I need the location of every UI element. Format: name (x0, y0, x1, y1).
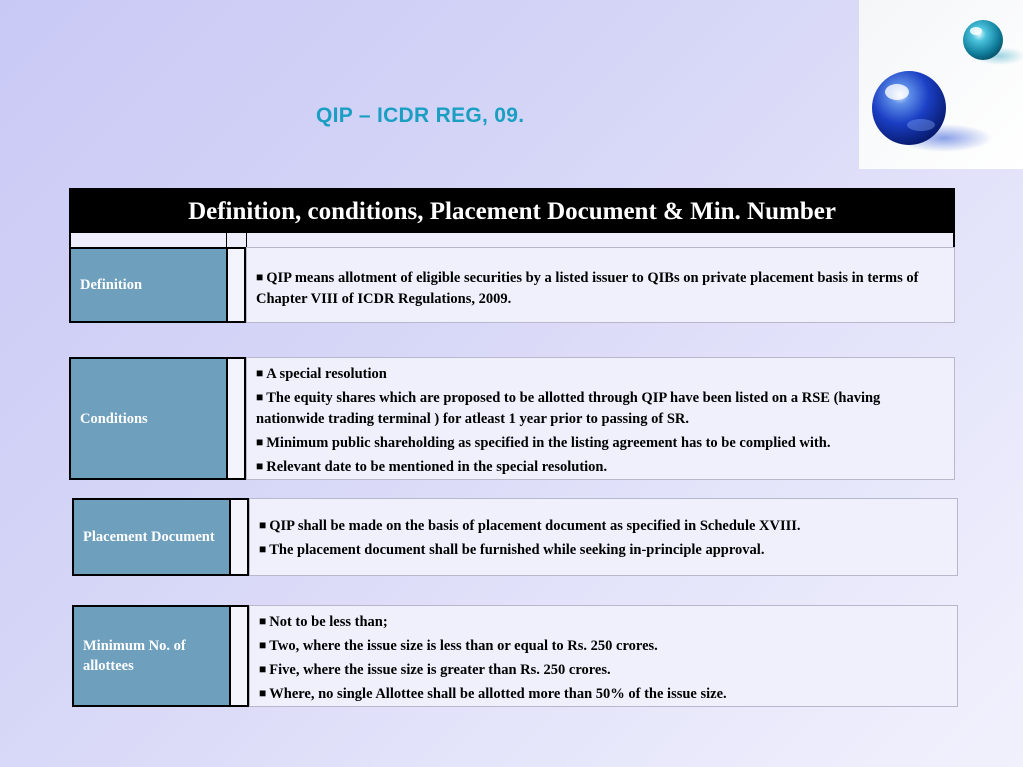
spacer-cell (226, 357, 246, 480)
placement-document-row (72, 498, 958, 576)
minimum-allottees-label: Minimum No. of allottees (72, 605, 229, 707)
conditions-row (69, 357, 955, 480)
definition-label: Definition (69, 247, 226, 323)
conditions-label: Conditions (69, 357, 226, 480)
bullet-icon: ■ (259, 662, 267, 676)
list-item: ■ The equity shares which are proposed to be allotted through QIP have been listed on a RSE (having nationwide trading terminal ) for atleast 1 year prior to passing of SR. (256, 387, 944, 430)
bullet-icon: ■ (259, 518, 267, 532)
minimum-allottees-row (72, 605, 958, 707)
list-item: ■ Minimum public shareholding as specified in the listing agreement has to be complied with. (256, 432, 944, 454)
placement-document-label: Placement Document (72, 498, 229, 576)
definition-content (246, 247, 955, 323)
bullet-icon: ■ (259, 686, 267, 700)
list-item: ■ Two, where the issue size is less than or equal to Rs. 250 crores. (259, 635, 947, 657)
blue-marbles-image (859, 0, 1023, 169)
bullet-icon: ■ (256, 459, 264, 473)
list-item: ■ Where, no single Allottee shall be allotted more than 50% of the issue size. (259, 683, 947, 705)
minimum-allottees-content (249, 605, 958, 707)
placement-document-content (249, 498, 958, 576)
list-item: ■ Relevant date to be mentioned in the special resolution. (256, 456, 944, 478)
stub-cell (227, 233, 247, 247)
bullet-icon: ■ (259, 614, 267, 628)
bullet-icon: ■ (256, 270, 264, 284)
bullet-icon: ■ (256, 390, 264, 404)
conditions-content (246, 357, 955, 480)
list-item: ■ The placement document shall be furnished while seeking in-principle approval. (259, 539, 947, 561)
definition-row (69, 247, 955, 323)
list-item: ■ QIP means allotment of eligible securities by a listed issuer to QIBs on private placement basis in terms of Chapter VIII of ICDR Regulations, 2009. (256, 267, 944, 310)
list-item: ■ QIP shall be made on the basis of placement document as specified in Schedule XVIII. (259, 515, 947, 537)
bullet-icon: ■ (259, 638, 267, 652)
table-header: Definition, conditions, Placement Document & Min. Number (69, 188, 955, 233)
bullet-icon: ■ (259, 542, 267, 556)
spacer-cell (226, 247, 246, 323)
bullet-icon: ■ (256, 435, 264, 449)
stub-cell (71, 233, 227, 247)
list-item: ■ Not to be less than; (259, 611, 947, 633)
list-item: ■ A special resolution (256, 363, 944, 385)
slide-title: QIP – ICDR REG, 09. (316, 104, 525, 127)
spacer-cell (229, 498, 249, 576)
spacer-cell (229, 605, 249, 707)
table-header-stub-row (69, 233, 955, 247)
list-item: ■ Five, where the issue size is greater than Rs. 250 crores. (259, 659, 947, 681)
bullet-icon: ■ (256, 366, 264, 380)
